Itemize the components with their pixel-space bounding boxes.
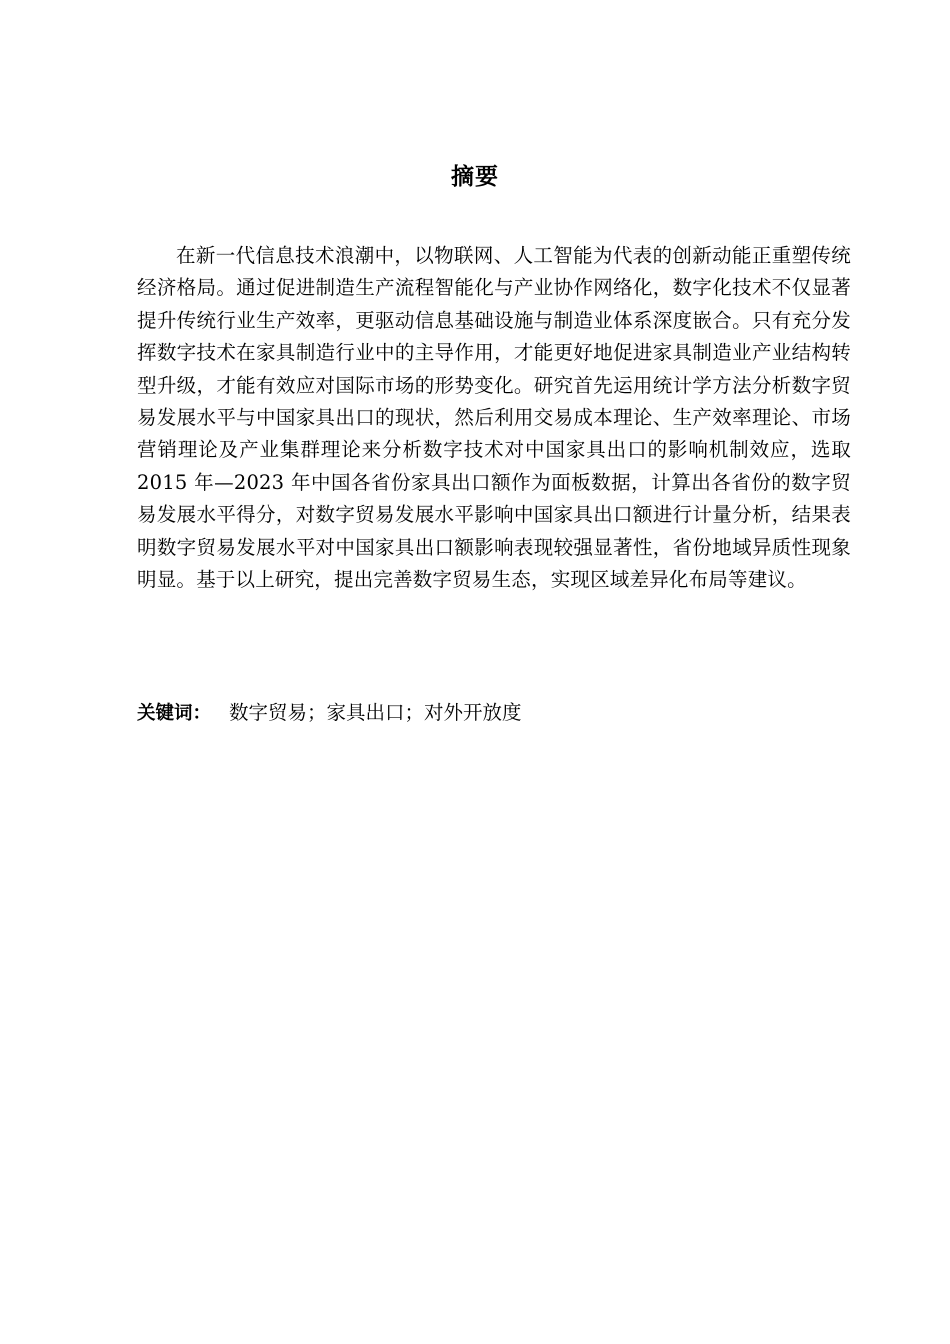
- abstract-body: 在新一代信息技术浪潮中，以物联网、人工智能为代表的创新动能正重塑传统经济格局。通过促进制造生产流程智能化与产业协作网络化，数字化技术不仅显著提升传统行业生产效率，更驱动信息基础设施与制造业体系深度嵌合。只有充分发挥数字技术在家具制造行业中的主导作用，才能更好地促进家具制造业产业结构转型升级，才能有效应对国际市场的形势变化。研究首先运用统计学方法分析数字贸易发展水平与中国家具出口的现状，然后利用交易成本理论、生产效率理论、市场营销理论及产业集群理论来分析数字技术对中国家具出口的影响机制效应，选取 2015 年—2023 年中国各省份家具出口额作为面板数据，计算出各省份的数字贸易发展水平得分，对数字贸易发展水平影响中国家具出口额进行计量分析，结果表明数字贸易发展水平对中国家具出口额影响表现较强显著性，省份地域异质性现象明显。基于以上研究，提出完善数字贸易生态，实现区域差异化布局等建议。: [137, 244, 851, 592]
- abstract-title: 摘要: [451, 164, 499, 190]
- keywords-text: 数字贸易；家具出口；对外开放度: [229, 701, 522, 724]
- keywords-label: 关键词：: [137, 703, 212, 724]
- keywords-line: [137, 697, 851, 730]
